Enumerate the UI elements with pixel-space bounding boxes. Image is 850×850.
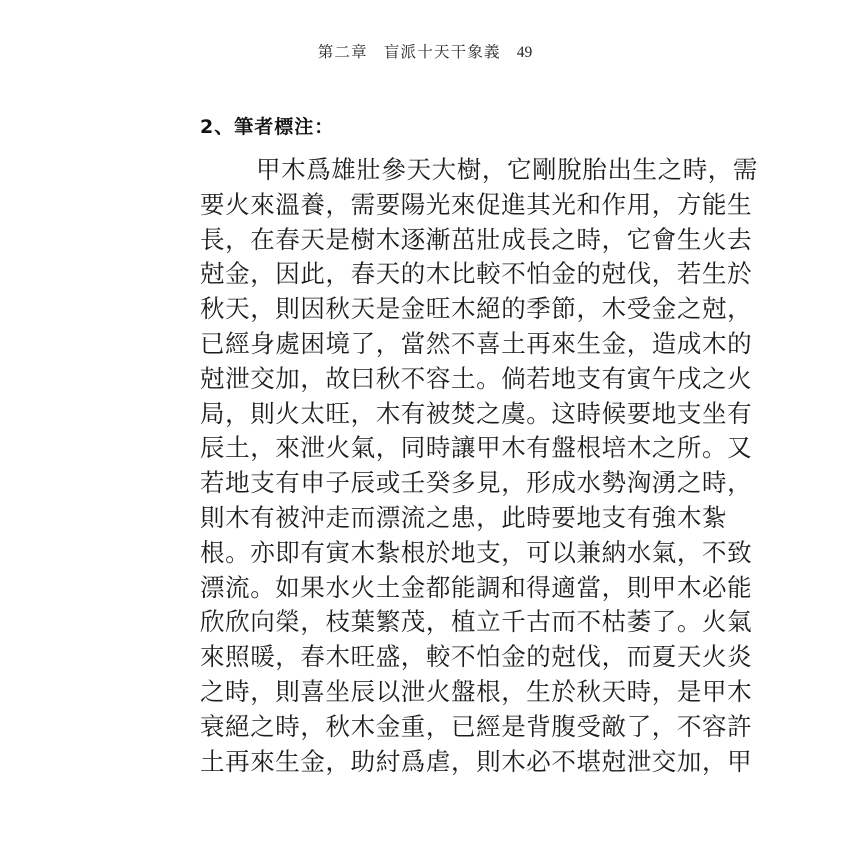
section-heading: 2、筆者標注： [200, 116, 335, 138]
paragraph-line: 局，則火太旺，木有被焚之虞。这時候要地支坐有 [200, 398, 753, 428]
paragraph-line: 秋天，則因秋天是金旺木絕的季節，木受金之尅， [200, 294, 753, 324]
paragraph-line: 甲木爲雄壯參天大樹，它剛脫胎出生之時，需 [256, 155, 758, 184]
page-number: 49 [516, 44, 533, 61]
paragraph-line: 要火來溫養，需要陽光來促進其光和作用，方能生 [200, 189, 753, 219]
paragraph-line: 根。亦即有寅木紮根於地支，可以兼納水氣，不致 [200, 537, 753, 567]
body-paragraph [200, 153, 758, 779]
paragraph-line: 已經身處困境了，當然不喜土再來生金，造成木的 [200, 328, 753, 358]
paragraph-line: 長，在春天是樹木逐漸茁壯成長之時，它會生火去 [200, 224, 753, 254]
paragraph-line: 土再來生金，助紂爲虐，則木必不堪尅泄交加，甲 [200, 746, 753, 776]
page-content [200, 112, 758, 779]
running-header [0, 40, 850, 62]
paragraph-line: 則木有被沖走而漂流之患，此時要地支有強木紮 [200, 502, 728, 532]
paragraph-line: 衰絕之時，秋木金重，已經是背腹受敵了，不容許 [200, 711, 753, 741]
paragraph-line: 若地支有申子辰或壬癸多見，形成水勢洶湧之時， [200, 468, 753, 498]
paragraph-line: 之時，則喜坐辰以泄火盤根，生於秋天時，是甲木 [200, 676, 753, 706]
paragraph-line: 尅金，因此，春天的木比較不怕金的尅伐，若生於 [200, 259, 753, 289]
paragraph-line: 欣欣向榮，枝葉繁茂，植立千古而不枯萎了。火氣 [200, 607, 753, 637]
paragraph-line: 尅泄交加，故曰秋不容土。倘若地支有寅午戌之火 [200, 363, 753, 393]
paragraph-line: 漂流。如果水火土金都能調和得適當，則甲木必能 [200, 572, 753, 602]
header-book-title: 盲派十天干象義 [383, 43, 501, 61]
running-header-inner [318, 40, 533, 62]
paragraph-line: 來照暖，春木旺盛，較不怕金的尅伐，而夏天火炎 [200, 642, 753, 672]
paragraph-line: 辰土，來泄火氣，同時讓甲木有盤根培木之所。又 [200, 433, 753, 463]
header-chapter-label: 第二章 [317, 43, 368, 61]
